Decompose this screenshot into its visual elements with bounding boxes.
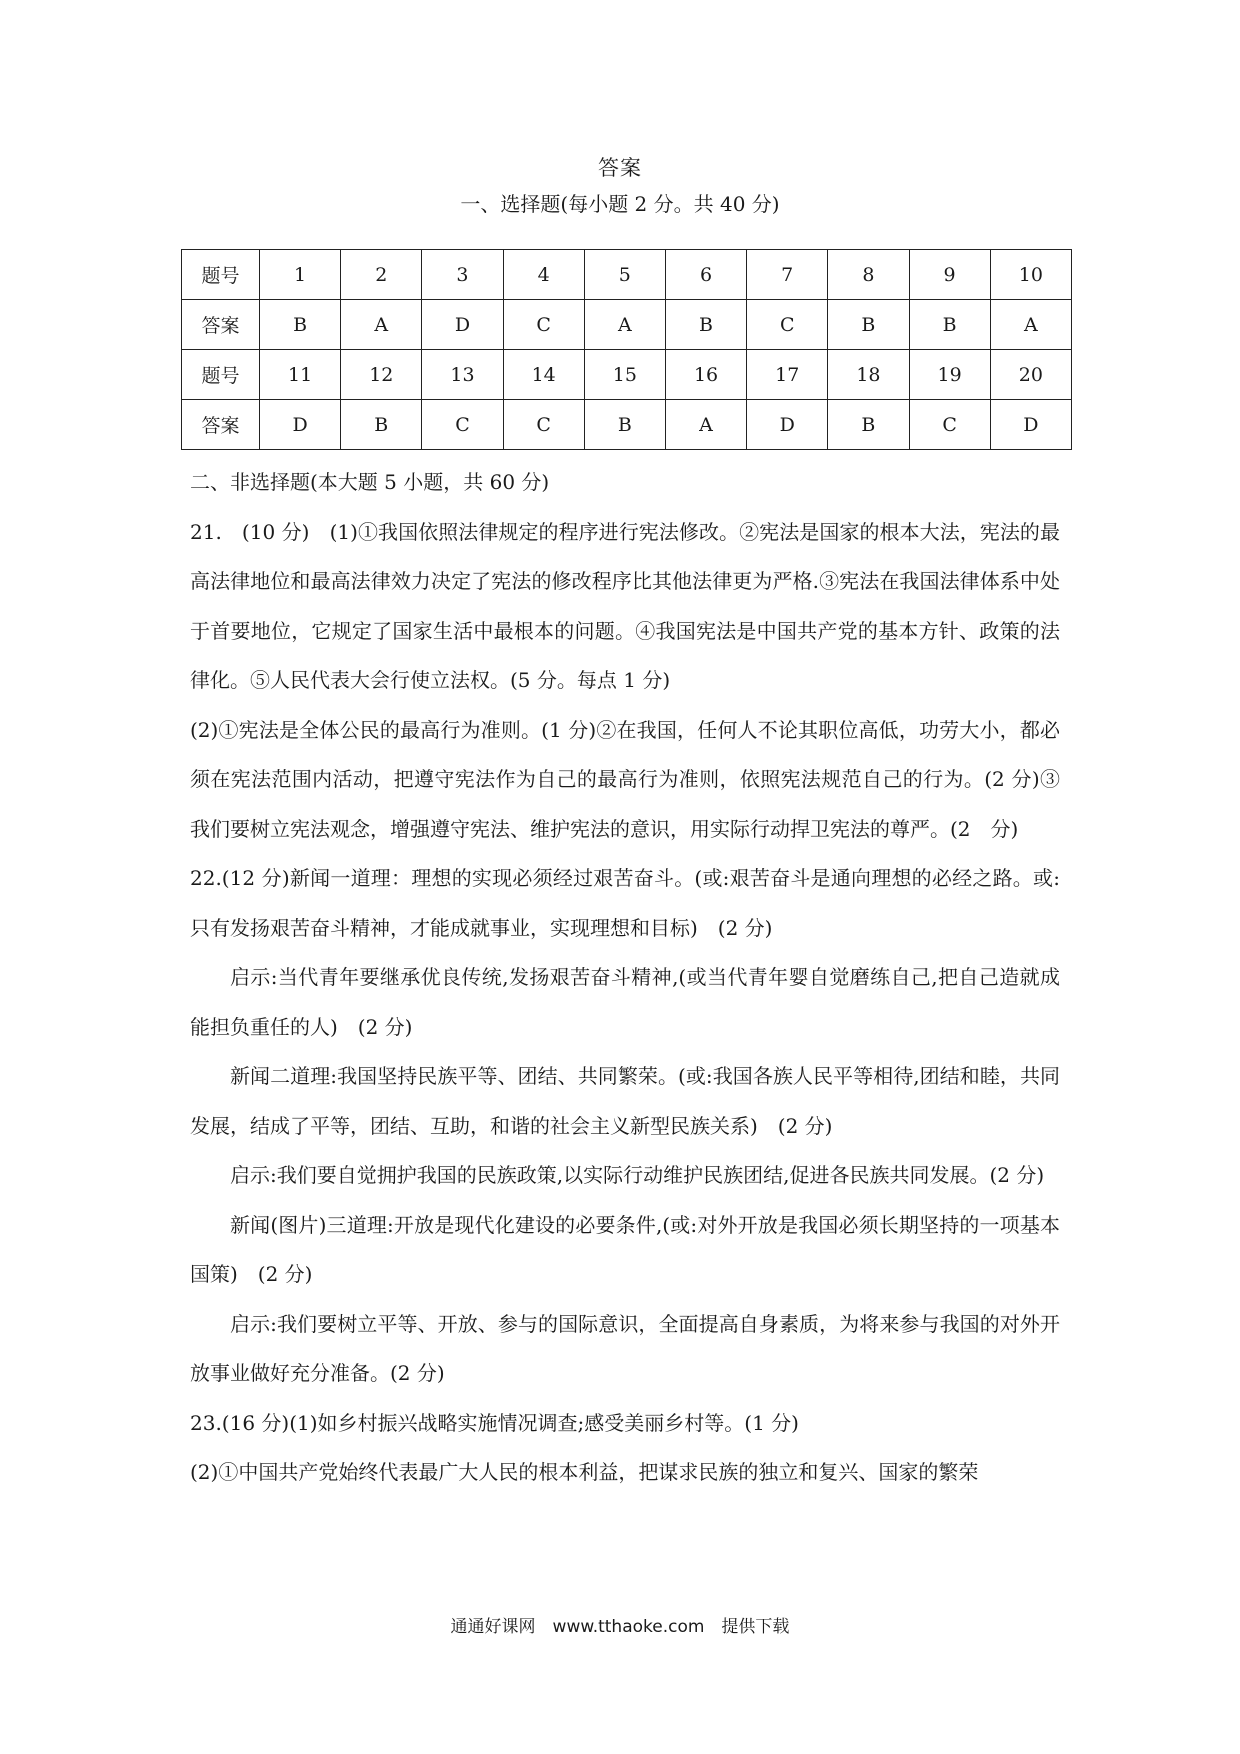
table-cell: 12 xyxy=(341,350,422,400)
table-cell: 4 xyxy=(503,250,584,300)
table-cell: 16 xyxy=(665,350,746,400)
table-cell: 15 xyxy=(584,350,665,400)
table-cell: 2 xyxy=(341,250,422,300)
page-title: 答案 xyxy=(598,156,642,180)
table-cell: A xyxy=(341,300,422,350)
table-cell: B xyxy=(828,400,909,450)
table-cell: C xyxy=(747,300,828,350)
table-cell: 18 xyxy=(828,350,909,400)
table-cell: B xyxy=(260,300,341,350)
table-cell: 1 xyxy=(260,250,341,300)
q21-part1: 21. (10 分) (1)①我国依照法律规定的程序进行宪法修改。②宪法是国家的根本大法，宪法的最高法律地位和最高法律效力决定了宪法的修改程序比其他法律更为严格.③宪法在我国法律体系中处于首要地位，它规定了国家生活中最根本的问题。④我国宪法是中国共产党的基本方针、政策的法律化。⑤人民代表大会行使立法权。(5 分。每点 1 分) xyxy=(190,519,1060,692)
table-cell: 14 xyxy=(503,350,584,400)
section1-title: 一、选择题(每小题 2 分。共 40 分) xyxy=(460,192,780,216)
table-cell: C xyxy=(422,400,503,450)
q22-news2-insight: 启示:我们要自觉拥护我国的民族政策,以实际行动维护民族团结,促进各民族共同发展。(2 分) xyxy=(230,1163,1045,1187)
row-label: 答案 xyxy=(182,300,260,350)
table-cell: 5 xyxy=(584,250,665,300)
answer-table-row xyxy=(182,350,1072,400)
table-cell: B xyxy=(584,400,665,450)
table-cell: B xyxy=(828,300,909,350)
q22-news1-reason: 22.(12 分)新闻一道理：理想的实现必须经过艰苦奋斗。(或:艰苦奋斗是通向理想的必经之路。或:只有发扬艰苦奋斗精神，才能成就事业，实现理想和目标) (2 分) xyxy=(190,866,1060,940)
table-cell: B xyxy=(909,300,990,350)
q21-part2: (2)①宪法是全体公民的最高行为准则。(1 分)②在我国，任何人不论其职位高低，功劳大小，都必须在宪法范围内活动，把遵守宪法作为自己的最高行为准则，依照宪法规范自己的行为。(2 分)③我们要树立宪法观念，增强遵守宪法、维护宪法的意识，用实际行动捍卫宪法的尊严。(2 分) xyxy=(190,717,1060,841)
table-cell: 17 xyxy=(747,350,828,400)
table-cell: D xyxy=(422,300,503,350)
answer-table-row xyxy=(182,250,1072,300)
table-cell: 6 xyxy=(665,250,746,300)
footer-watermark: 通通好课网 www.tthaoke.com 提供下载 xyxy=(450,1617,790,1637)
table-cell: 9 xyxy=(909,250,990,300)
table-cell: 8 xyxy=(828,250,909,300)
q22-news2-reason: 新闻二道理:我国坚持民族平等、团结、共同繁荣。(或:我国各族人民平等相待,团结和睦，共同发展，结成了平等，团结、互助，和谐的社会主义新型民族关系) (2 分) xyxy=(190,1064,1060,1138)
table-cell: B xyxy=(341,400,422,450)
table-cell: 3 xyxy=(422,250,503,300)
q22-news1-insight: 启示:当代青年要继承优良传统,发扬艰苦奋斗精神,(或当代青年婴自觉磨练自己,把自己造就成能担负重任的人) (2 分) xyxy=(190,965,1060,1039)
answer-table xyxy=(181,249,1072,450)
q23-part1: 23.(16 分)(1)如乡村振兴战略实施情况调查;感受美丽乡村等。(1 分) xyxy=(190,1410,799,1435)
table-cell: A xyxy=(990,300,1071,350)
table-cell: 11 xyxy=(260,350,341,400)
section2-title: 二、非选择题(本大题 5 小题，共 60 分) xyxy=(190,470,550,494)
q22-news3-insight: 启示:我们要树立平等、开放、参与的国际意识，全面提高自身素质，为将来参与我国的对外开放事业做好充分准备。(2 分) xyxy=(190,1311,1060,1385)
answer-table-row xyxy=(182,300,1072,350)
table-cell: 19 xyxy=(909,350,990,400)
table-cell: D xyxy=(990,400,1071,450)
table-cell: B xyxy=(665,300,746,350)
table-cell: 10 xyxy=(990,250,1071,300)
answer-body xyxy=(190,458,1060,1498)
table-cell: A xyxy=(665,400,746,450)
table-cell: C xyxy=(503,300,584,350)
table-cell: 20 xyxy=(990,350,1071,400)
row-label: 题号 xyxy=(182,250,260,300)
table-cell: 7 xyxy=(747,250,828,300)
table-cell: C xyxy=(503,400,584,450)
table-cell: D xyxy=(747,400,828,450)
row-label: 答案 xyxy=(182,400,260,450)
table-cell: C xyxy=(909,400,990,450)
table-cell: 13 xyxy=(422,350,503,400)
table-cell: D xyxy=(260,400,341,450)
answer-table-row xyxy=(182,400,1072,450)
row-label: 题号 xyxy=(182,350,260,400)
q22-news3-reason: 新闻(图片)三道理:开放是现代化建设的必要条件,(或:对外开放是我国必须长期坚持的一项基本国策) (2 分) xyxy=(190,1212,1060,1286)
q23-part2: (2)①中国共产党始终代表最广大人民的根本利益，把谋求民族的独立和复兴、国家的繁荣 xyxy=(190,1460,979,1484)
table-cell: A xyxy=(584,300,665,350)
